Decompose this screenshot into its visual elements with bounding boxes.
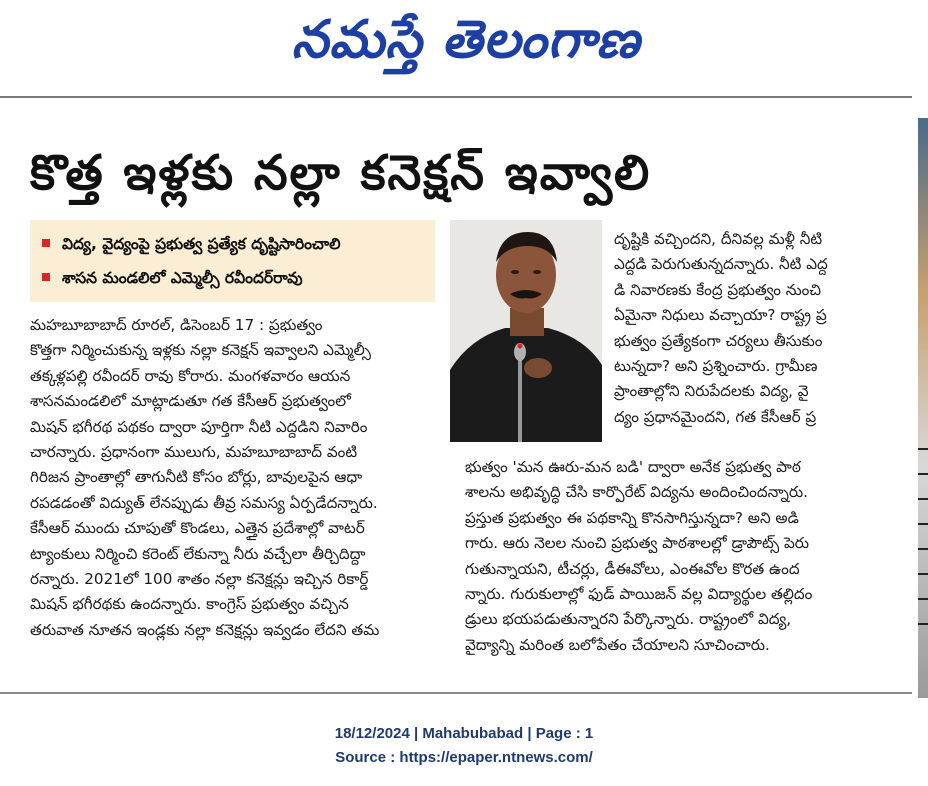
text-line: వైద్యాన్ని మరింత బలోపేతం చేయాలని సూచించారు. bbox=[465, 635, 770, 654]
article-headline: కొత్త ఇళ్లకు నల్లా కనెక్షన్ ఇవ్వాలి bbox=[30, 145, 652, 201]
text-line: మిషన్ భగీరథ పథకం ద్వారా పూర్తిగా నీటి ఎద్దడిని నివారిం bbox=[30, 417, 368, 436]
article-column-2-top bbox=[614, 227, 860, 430]
footer bbox=[0, 722, 928, 770]
mlc-photo bbox=[450, 220, 602, 442]
top-divider bbox=[0, 96, 912, 98]
text-line: ప్రాంతాల్లోని నిరుపేదలకు విద్య, వై bbox=[614, 382, 809, 401]
article-column-2-bottom bbox=[465, 455, 861, 658]
text-line: న్నారు. గురుకులాల్లో ఫుడ్ పాయిజన్ వల్ల విద్యార్థుల తల్లిదం bbox=[465, 584, 813, 603]
text-line: తరువాత నూతన ఇండ్లకు నల్లా కనెక్షన్లు ఇవ్వడం లేదని తమ bbox=[30, 620, 380, 639]
bullet-icon bbox=[42, 239, 50, 247]
text-line: గారు. ఆరు నెలల నుంచి ప్రభుత్వ పాఠశాలల్లో డ్రాపౌట్స్ పెరు bbox=[465, 534, 810, 553]
text-line: గిరిజన ప్రాంతాల్లో తాగునీటి కోసం బోర్లు, బావులపైన ఆధా bbox=[30, 468, 363, 487]
text-line: ఎద్దడి పెరుగుతున్నదన్నారు. నీటి ఎద్ద bbox=[614, 255, 828, 274]
masthead bbox=[0, 0, 928, 88]
text-line: దృష్టికి వచ్చిందని, దీనివల్ల మళ్లీ నీటి bbox=[614, 230, 823, 248]
text-line: మహబూబాబాద్ రూరల్, డిసెంబర్ 17 : ప్రభుత్వం bbox=[30, 316, 323, 334]
highlight-item bbox=[42, 263, 432, 293]
text-line: తక్కళ్లపల్లి రవీందర్ రావు కోరారు. మంగళవారం ఆయన bbox=[30, 366, 351, 385]
masthead-logo: నమస్తే తెలంగాణ bbox=[291, 10, 641, 70]
text-line: రపడడంతో విద్యుత్ లేనప్పుడు తీవ్ర సమస్య ఏర్పడేదన్నారు. bbox=[30, 493, 378, 512]
source-link[interactable]: Source : https://epaper.ntnews.com/ bbox=[335, 749, 593, 766]
text-line: టున్నదా? అని ప్రశ్నించారు. గ్రామీణ bbox=[614, 356, 818, 375]
highlight-text: శాసన మండలిలో ఎమ్మెల్సీ రవీందర్‌రావు bbox=[62, 269, 303, 287]
bottom-divider bbox=[0, 692, 912, 694]
text-line: గుతున్నాయని, టీచర్లు, డీఈవోలు, ఎంఈవోల కొరత ఉంద bbox=[465, 559, 800, 578]
text-line: శాలను అభివృద్ధి చేసి కార్పొరేట్ విద్యను అందించిందన్నారు. bbox=[465, 483, 809, 502]
highlight-text: విద్య, వైద్యంపై ప్రభుత్వ ప్రత్యేక దృష్టిసారించాలి bbox=[62, 235, 341, 253]
bullet-icon bbox=[42, 273, 50, 281]
article-column-1 bbox=[30, 313, 440, 643]
adjacent-article-edge bbox=[918, 118, 928, 698]
text-line: ఏమైనా నిధులు వచ్చాయా? రాష్ట్ర ప్ర bbox=[614, 306, 827, 325]
text-line: ట్యాంకులు నిర్మించి కరెంట్ లేకున్నా నీరు వచ్చేలా తీర్చిదిద్దా bbox=[30, 544, 366, 563]
text-line: శాసనమండలిలో మాట్లాడుతూ గత కేసీఆర్ ప్రభుత్వంలో bbox=[30, 392, 351, 411]
text-line: భుత్వం 'మన ఊరు-మన బడి' ద్వారా అనేక ప్రభుత్వ పాఠ bbox=[465, 458, 801, 476]
text-line: భుత్వం ప్రత్యేకంగా చర్యలు తీసుకుం bbox=[614, 331, 823, 350]
text-line: చారన్నారు. ప్రధానంగా ములుగు, మహబూబాబాద్ వంటి bbox=[30, 442, 358, 461]
text-line: కొత్తగా నిర్మించుకున్న ఇళ్లకు నల్లా కనెక్షన్ ఇవ్వాలని ఎమ్మెల్సీ bbox=[30, 341, 371, 360]
person-photo-illustration bbox=[450, 220, 602, 442]
text-line: ప్రస్తుత ప్రభుత్వం ఈ పథకాన్ని కొనసాగిస్తున్నదా? అని అడి bbox=[465, 508, 799, 527]
text-line: డి నివారణకు కేంద్ర ప్రభుత్వం నుంచి bbox=[614, 280, 821, 299]
edition-info: 18/12/2024 | Mahabubabad | Page : 1 bbox=[334, 725, 594, 742]
highlight-item bbox=[42, 229, 432, 259]
text-line: మిషన్ భగీరథకు ఉందన్నారు. కాంగ్రెస్ ప్రభుత్వం వచ్చిన bbox=[30, 595, 349, 614]
highlights-box bbox=[30, 220, 435, 302]
text-line: డ్రులు భయపడుతున్నారని పేర్కొన్నారు. రాష్ట్రంలో విద్య, bbox=[465, 610, 792, 629]
text-line: ద్యం ప్రధానమైందని, గత కేసీఆర్ ప్ర bbox=[614, 407, 817, 426]
text-line: రన్నారు. 2021లో 100 శాతం నల్లా కనెక్షన్లు ఇచ్చిన రికార్డ్ bbox=[30, 569, 369, 588]
text-line: కేసీఆర్ ముందు చూపుతో కొండలు, ఎత్తైన ప్రదేశాల్లో వాటర్ bbox=[30, 519, 365, 538]
